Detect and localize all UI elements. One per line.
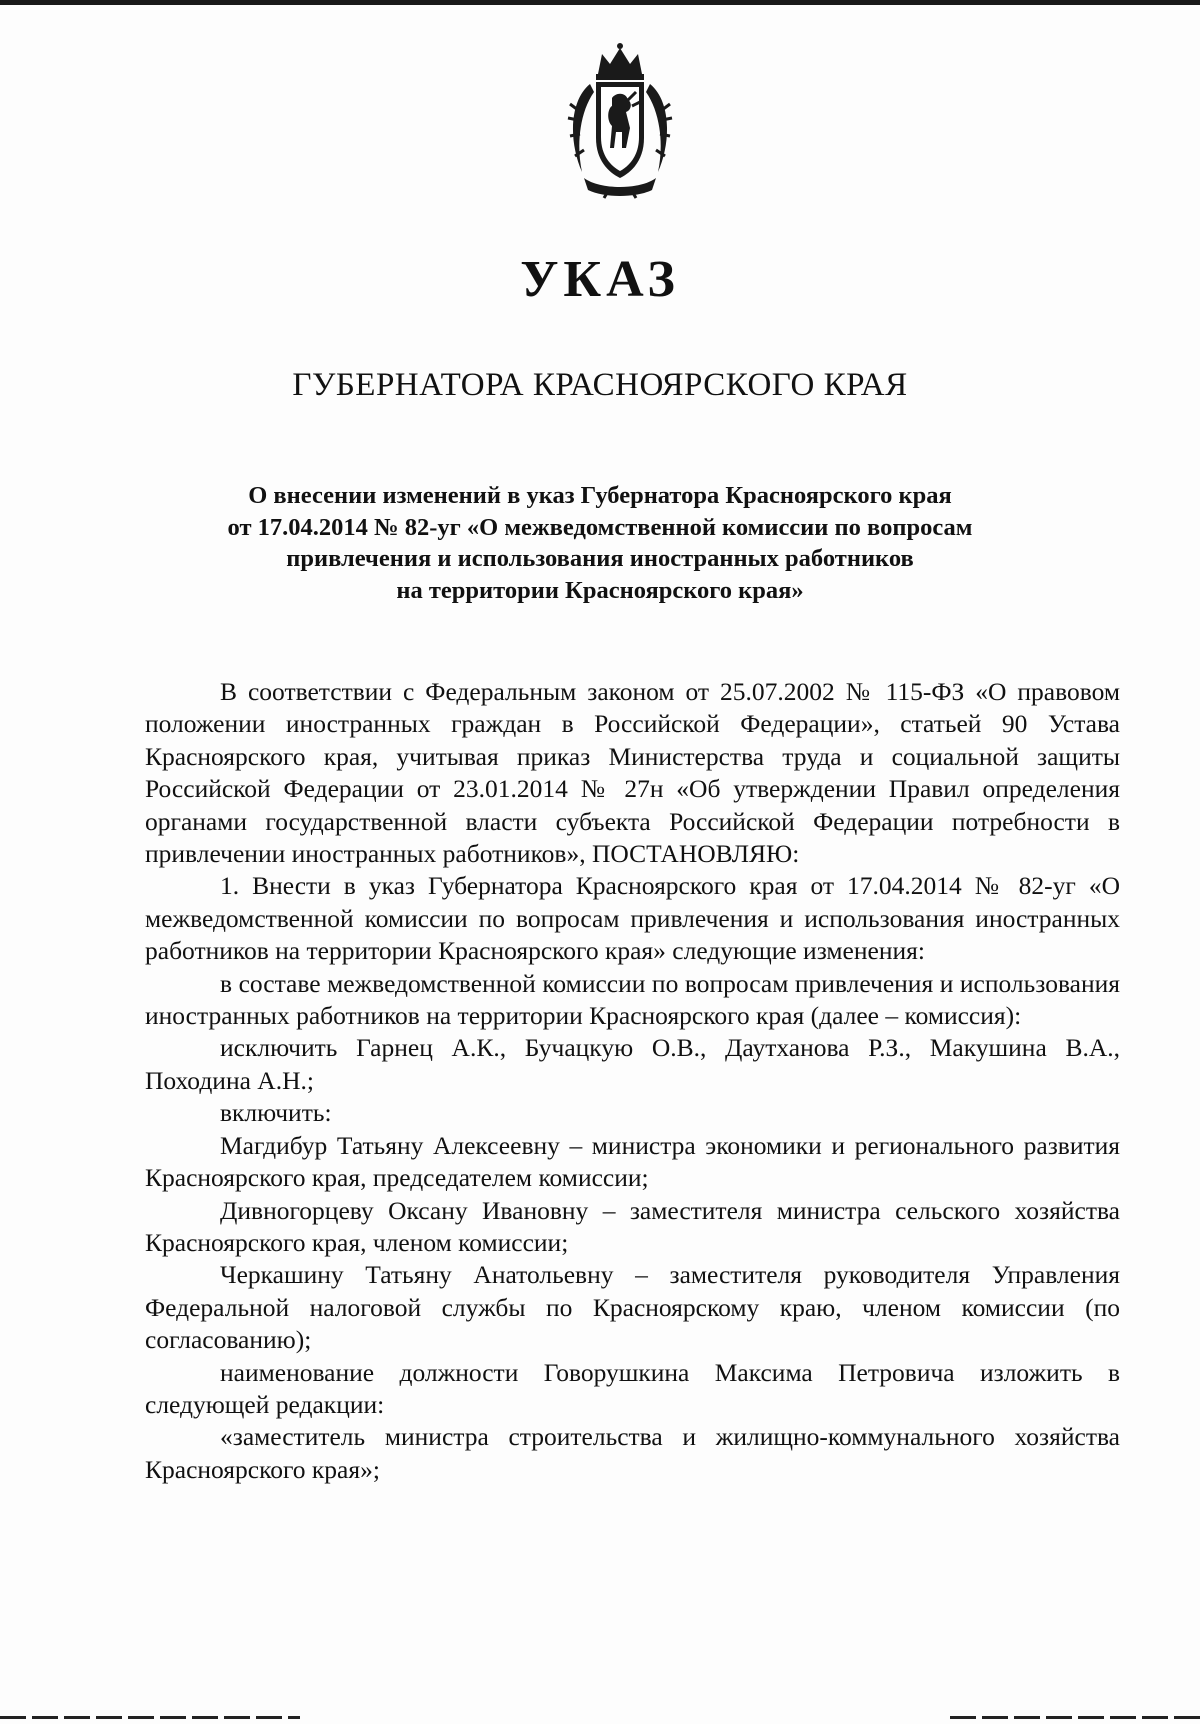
- heading-line: привлечения и использования иностранных работников: [286, 545, 914, 572]
- decree-heading: [160, 480, 1040, 606]
- scan-bottom-edge: [950, 1716, 1200, 1719]
- include-label-paragraph: включить:: [220, 1098, 332, 1128]
- member-paragraph: Черкашину Татьяну Анатольевну – заместителя руководителя Управления Федеральной налоговой службы по Красноярскому краю, членом комиссии (по согласованию);: [145, 1260, 1120, 1355]
- scan-bottom-edge: [0, 1716, 300, 1719]
- exclude-members-paragraph: исключить Гарнец А.К., Бучацкую О.В., Даутханова Р.З., Макушина В.А., Походина А.Н.;: [145, 1033, 1120, 1095]
- member-paragraph: Дивногорцеву Оксану Ивановну – заместителя министра сельского хозяйства Красноярского края, членом комиссии;: [145, 1195, 1120, 1257]
- new-position-paragraph: «заместитель министра строительства и жилищно-коммунального хозяйства Красноярского края»;: [145, 1422, 1120, 1484]
- member-paragraph: Магдибур Татьяну Алексеевну – министра экономики и регионального развития Красноярского края, председателем комиссии;: [145, 1130, 1120, 1193]
- commission-composition-paragraph: в составе межведомственной комиссии по вопросам привлечения и использования иностранных работников на территории Красноярского края (далее – комиссия):: [145, 968, 1120, 1031]
- document-title: УКАЗ: [520, 251, 680, 308]
- clause-1-paragraph: 1. Внести в указ Губернатора Красноярского края от 17.04.2014 № 82-уг «О межведомственной комиссии по вопросам привлечения и использования иностранных работников на территории Красноярского края» следующие изменения:: [145, 871, 1120, 966]
- document-subtitle: ГУБЕРНАТОРА КРАСНОЯРСКОГО КРАЯ: [292, 367, 908, 403]
- decree-body: [145, 676, 1120, 1486]
- heading-line: на территории Красноярского края»: [396, 576, 804, 604]
- scan-top-edge: [0, 0, 1200, 5]
- heading-line: от 17.04.2014 № 82-уг «О межведомственной комиссии по вопросам: [227, 513, 973, 541]
- preamble-paragraph: В соответствии с Федеральным законом от 25.07.2002 № 115-ФЗ «О правовом положении иностранных граждан в Российской Федерации», статьей 90 Устава Красноярского края, учитывая приказ Министерства труда и социальной защиты Российской Федерации от 23.01.2014 № 27н «Об утверждении Правил определения органами государственной власти субъекта Российской Федерации потребности в привлечении иностранных работников», ПОСТАНОВЛЯЮ:: [145, 677, 1120, 869]
- krasnoyarsk-coat-of-arms-icon: [560, 40, 680, 200]
- heading-line: О внесении изменений в указ Губернатора Красноярского края: [248, 482, 952, 509]
- position-rename-paragraph: наименование должности Говорушкина Максима Петровича изложить в следующей редакции:: [145, 1357, 1120, 1419]
